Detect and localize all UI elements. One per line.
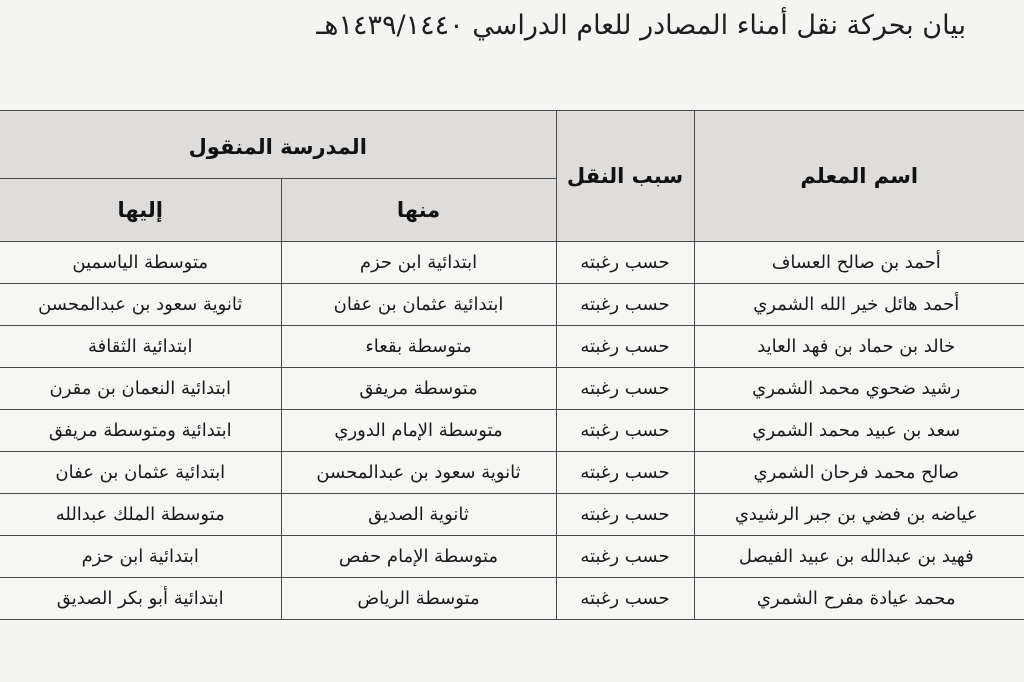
from-school-cell: متوسطة الإمام الدوري [281, 410, 556, 452]
table-row [0, 242, 1024, 284]
transfer-reason-cell: حسب رغبته [556, 578, 694, 620]
from-school-cell: متوسطة الرياض [281, 578, 556, 620]
table-row [0, 284, 1024, 326]
header-school-group: المدرسة المنقول [0, 111, 556, 179]
transfer-reason-cell: حسب رغبته [556, 494, 694, 536]
to-school-cell: ابتدائية النعمان بن مقرن [0, 368, 281, 410]
transfer-reason-cell: حسب رغبته [556, 326, 694, 368]
document-title: بيان بحركة نقل أمناء المصادر للعام الدراسي ١٤٣٩/١٤٤٠هـ [316, 10, 966, 41]
header-to-school: إليها [0, 179, 281, 242]
table-row [0, 578, 1024, 620]
teacher-name-cell: صالح محمد فرحان الشمري [694, 452, 1024, 494]
transfer-reason-cell: حسب رغبته [556, 452, 694, 494]
from-school-cell: ثانوية الصديق [281, 494, 556, 536]
table-row [0, 494, 1024, 536]
to-school-cell: ابتدائية ابن حزم [0, 536, 281, 578]
from-school-cell: متوسطة الإمام حفص [281, 536, 556, 578]
teacher-name-cell: محمد عيادة مفرح الشمري [694, 578, 1024, 620]
transfer-table-container [0, 110, 1024, 620]
header-teacher-name: اسم المعلم [694, 111, 1024, 242]
from-school-cell: متوسطة بقعاء [281, 326, 556, 368]
table-row [0, 326, 1024, 368]
from-school-cell: ابتدائية ابن حزم [281, 242, 556, 284]
from-school-cell: ثانوية سعود بن عبدالمحسن [281, 452, 556, 494]
transfer-reason-cell: حسب رغبته [556, 410, 694, 452]
from-school-cell: ابتدائية عثمان بن عفان [281, 284, 556, 326]
header-transfer-reason: سبب النقل [556, 111, 694, 242]
table-row [0, 536, 1024, 578]
table-header [0, 111, 1024, 242]
to-school-cell: متوسطة الياسمين [0, 242, 281, 284]
table-row [0, 368, 1024, 410]
transfer-reason-cell: حسب رغبته [556, 368, 694, 410]
to-school-cell: متوسطة الملك عبدالله [0, 494, 281, 536]
to-school-cell: ابتدائية ومتوسطة مريفق [0, 410, 281, 452]
teacher-name-cell: عياضه بن فضي بن جبر الرشيدي [694, 494, 1024, 536]
transfer-reason-cell: حسب رغبته [556, 242, 694, 284]
to-school-cell: ثانوية سعود بن عبدالمحسن [0, 284, 281, 326]
to-school-cell: ابتدائية عثمان بن عفان [0, 452, 281, 494]
to-school-cell: ابتدائية الثقافة [0, 326, 281, 368]
teacher-name-cell: سعد بن عبيد محمد الشمري [694, 410, 1024, 452]
table-body [0, 242, 1024, 620]
teacher-name-cell: رشيد ضحوي محمد الشمري [694, 368, 1024, 410]
transfer-table [0, 110, 1024, 620]
teacher-name-cell: خالد بن حماد بن فهد العايد [694, 326, 1024, 368]
teacher-name-cell: فهيد بن عبدالله بن عبيد الفيصل [694, 536, 1024, 578]
header-row-top [0, 111, 1024, 179]
transfer-reason-cell: حسب رغبته [556, 284, 694, 326]
teacher-name-cell: أحمد بن صالح العساف [694, 242, 1024, 284]
teacher-name-cell: أحمد هائل خير الله الشمري [694, 284, 1024, 326]
from-school-cell: متوسطة مريفق [281, 368, 556, 410]
table-row [0, 410, 1024, 452]
transfer-reason-cell: حسب رغبته [556, 536, 694, 578]
header-from-school: منها [281, 179, 556, 242]
table-row [0, 452, 1024, 494]
to-school-cell: ابتدائية أبو بكر الصديق [0, 578, 281, 620]
